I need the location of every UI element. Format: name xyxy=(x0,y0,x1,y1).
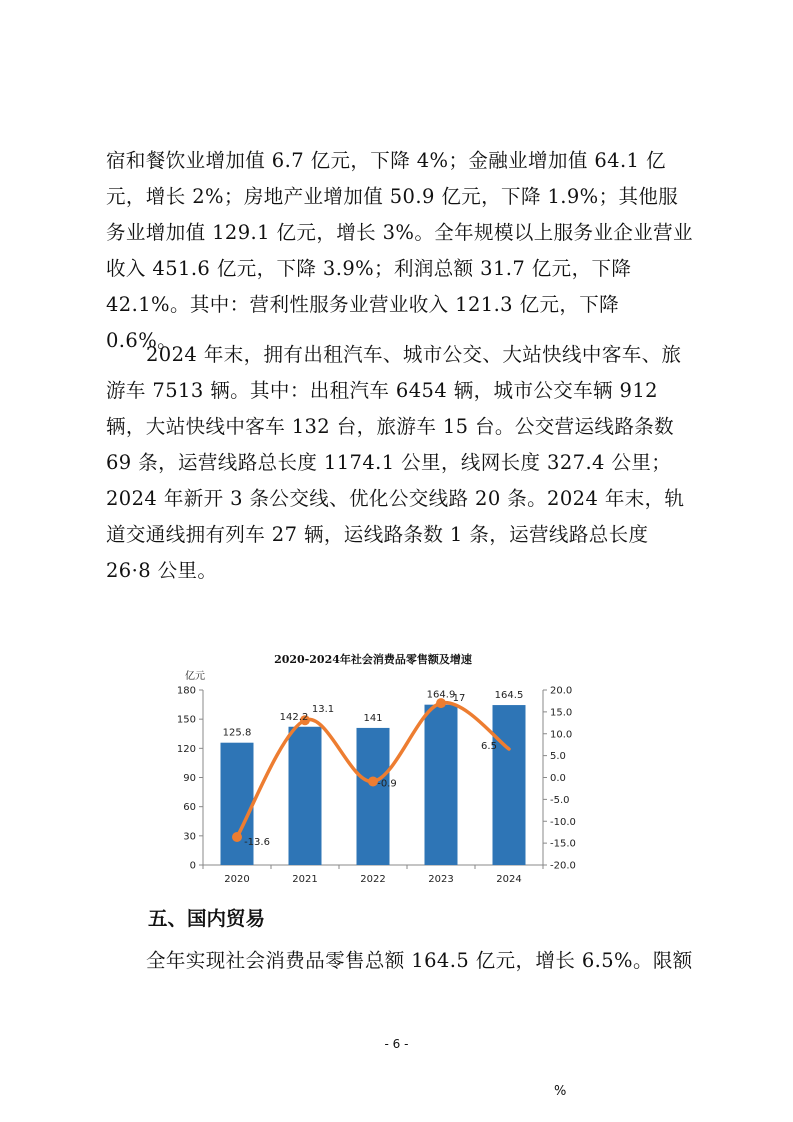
x-tick-label: 2024 xyxy=(496,874,522,885)
bar-2021 xyxy=(289,727,322,865)
growth-value-label: 17 xyxy=(452,693,466,705)
x-tick-label: 2020 xyxy=(224,874,250,885)
growth-point-2020 xyxy=(232,832,242,842)
bar-value-label: 164.9 xyxy=(426,689,456,701)
right-tick-label: 20.0 xyxy=(550,685,573,697)
paragraph-transport: 2024 年末，拥有出租汽车、城市公交、大站快线中客车、旅游车 7513 辆。其中：出租汽车 6454 辆，城市公交车辆 912 辆，大站快线中客车 132 台，旅游车 15 台。公交营运线路条数 69 条，运营线路总长度 1174.1 公里，线网长度 327.4 公里；2024 年新开 3 条公交线、优化公交线路 20 条。2024 年末，轨道交通线拥有列车 27 辆，运线路条数 1 条，运营线路总长度 26·8 公里。 xyxy=(106,343,685,582)
growth-value-label: -13.6 xyxy=(244,837,270,848)
x-tick-label: 2023 xyxy=(428,874,454,885)
x-tick-label: 2022 xyxy=(360,874,386,885)
y-axis-unit: 亿元 xyxy=(185,671,205,682)
right-tick-label: 0.0 xyxy=(550,773,566,784)
growth-value-label: 6.5 xyxy=(481,741,497,753)
x-tick-label: 2021 xyxy=(292,874,318,885)
right-tick-label: 10.0 xyxy=(550,729,573,741)
bar-2022 xyxy=(357,728,390,865)
left-tick-label: 180 xyxy=(176,685,196,697)
right-tick-label: 15.0 xyxy=(550,707,573,719)
bar-value-label: 142.2 xyxy=(279,711,309,723)
bar-value-label: 164.5 xyxy=(494,690,524,702)
right-tick-label: 5.0 xyxy=(550,751,566,763)
paragraph-services: 宿和餐饮业增加值 6.7 亿元，下降 4%；金融业增加值 64.1 亿元，增长 2%；房地产业增加值 50.9 亿元，下降 1.9%；其他服务业增加值 129.1 亿元，增长 3%。全年规模以上服务业企业营业收入 451.6 亿元，下降 3.9%；利润总额 31.7 亿元，下降 42.1%。其中：营利性服务业营业收入 121.3 亿元，下降 0.6%。 xyxy=(106,149,693,352)
left-tick-label: 60 xyxy=(183,802,196,814)
page-number: - 6 - xyxy=(384,1037,409,1051)
left-tick-label: 120 xyxy=(176,743,196,755)
paragraph-domestic-trade: 全年实现社会消费品零售总额 164.5 亿元，增长 6.5%。限额 xyxy=(146,949,693,972)
bar-value-label: 141 xyxy=(363,712,383,724)
bar-2024 xyxy=(493,705,526,865)
left-tick-label: 0 xyxy=(189,860,196,872)
section-heading: 五、国内贸易 xyxy=(148,907,266,930)
left-tick-label: 30 xyxy=(183,831,196,843)
bar-2023 xyxy=(425,705,458,865)
right-tick-label: -10.0 xyxy=(550,816,576,828)
right-tick-label: -15.0 xyxy=(550,838,576,850)
retail-sales-chart xyxy=(175,640,595,890)
left-tick-label: 150 xyxy=(176,714,196,726)
bar-value-label: 125.8 xyxy=(222,727,252,739)
left-tick-label: 90 xyxy=(183,773,196,784)
growth-value-label: 13.1 xyxy=(311,704,335,716)
chart-svg xyxy=(175,640,595,890)
right-tick-label: -20.0 xyxy=(550,860,576,872)
stray-mark: % xyxy=(554,1084,567,1099)
chart-title: 2020-2024年社会消费品零售额及增速 xyxy=(274,653,472,666)
growth-value-label: -0.9 xyxy=(377,778,397,790)
right-tick-label: -5.0 xyxy=(550,794,570,806)
